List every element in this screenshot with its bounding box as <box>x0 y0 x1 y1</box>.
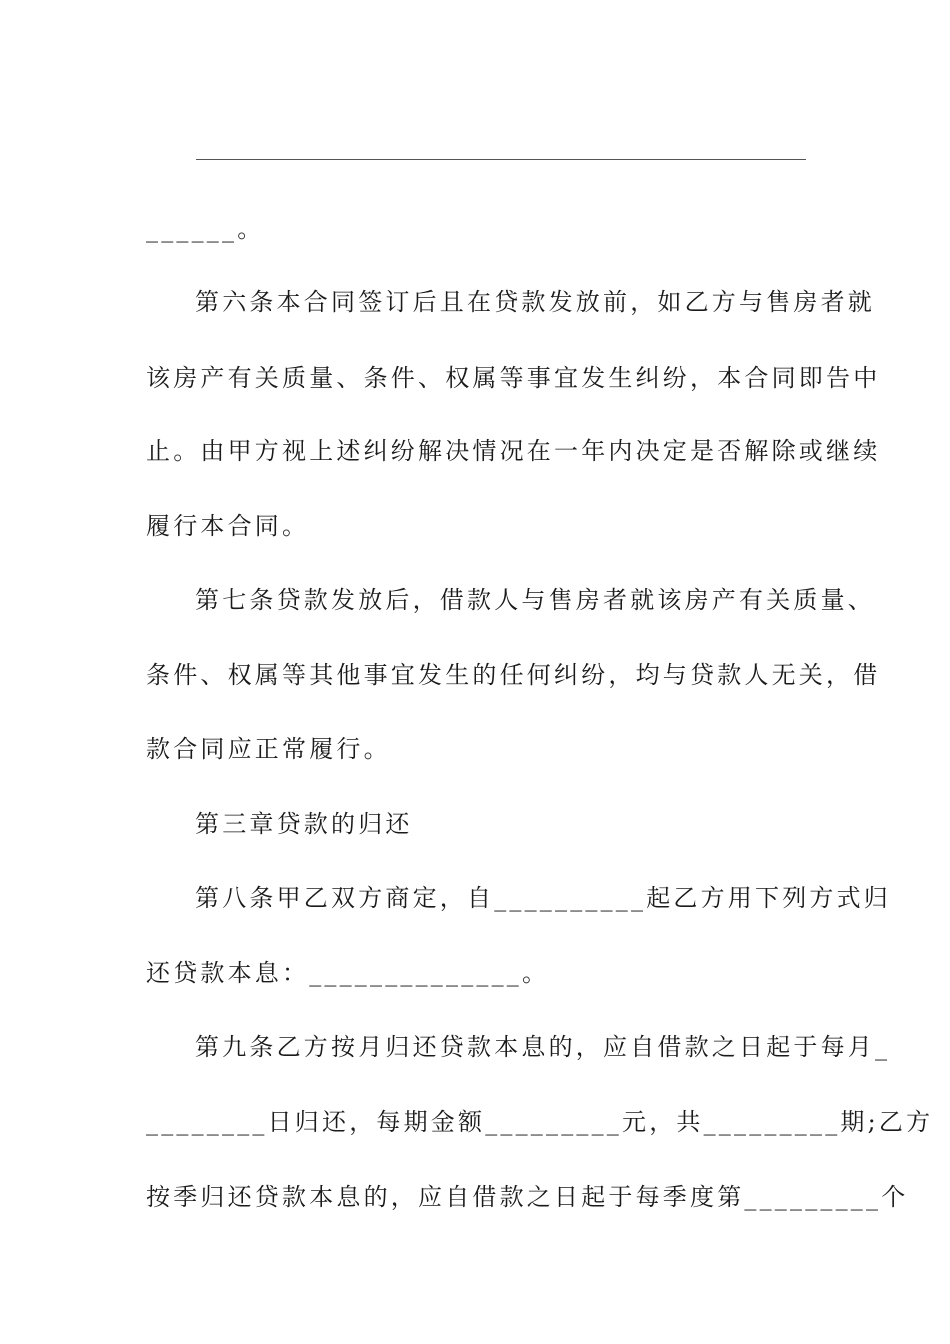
text-line: ________日归还，每期金额_________元，共_________期;乙方 <box>146 1108 934 1136</box>
text-line: 还贷款本息：______________。 <box>146 959 550 987</box>
text-line: ______。 <box>146 215 265 243</box>
text-line: 履行本合同。 <box>146 512 310 540</box>
text-line: 按季归还贷款本息的，应自借款之日起于每季度第_________个 <box>146 1183 909 1211</box>
text-line: 条件、权属等其他事宜发生的任何纠纷，均与贷款人无关，借 <box>146 661 881 689</box>
article-6-heading-line: 第六条本合同签订后且在贷款发放前，如乙方与售房者就 <box>195 288 875 316</box>
chapter-3-heading: 第三章贷款的归还 <box>195 810 413 838</box>
text-line: 该房产有关质量、条件、权属等事宜发生纠纷，本合同即告中 <box>146 364 881 392</box>
article-8-heading-line: 第八条甲乙双方商定，自__________起乙方用下列方式归 <box>195 884 891 912</box>
text-line: 款合同应正常履行。 <box>146 735 391 763</box>
text-line: 止。由甲方视上述纠纷解决情况在一年内决定是否解除或继续 <box>146 437 881 465</box>
article-7-heading-line: 第七条贷款发放后，借款人与售房者就该房产有关质量、 <box>195 586 875 614</box>
fill-in-blank-rule <box>196 159 806 160</box>
article-9-heading-line: 第九条乙方按月归还贷款本息的，应自借款之日起于每月_ <box>195 1033 891 1061</box>
